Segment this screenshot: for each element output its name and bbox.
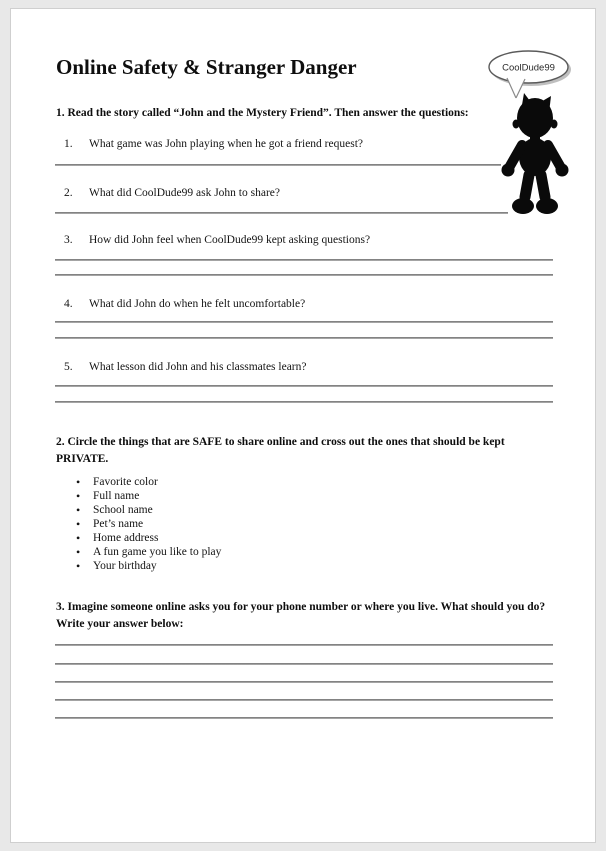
question-number: 2. (64, 187, 73, 199)
bullet-dot-icon: • (76, 489, 81, 503)
boy-silhouette-icon (502, 93, 569, 214)
bullet-item-text: Favorite color (93, 476, 158, 488)
answer-line (55, 401, 553, 403)
answer-line (55, 663, 553, 665)
speech-bubble-tail (507, 78, 525, 98)
bullet-dot-icon: • (76, 559, 81, 573)
answer-line (55, 644, 553, 646)
answer-line (55, 385, 553, 387)
bullet-item-text: School name (93, 504, 153, 516)
question-number: 4. (64, 298, 73, 310)
section2-heading: 2. Circle the things that are SAFE to share online and cross out the ones that should be kept PRIVATE. (56, 436, 505, 465)
bullet-dot-icon: • (76, 545, 81, 559)
answer-line (55, 212, 508, 214)
answer-line (55, 274, 553, 276)
answer-line (55, 259, 553, 261)
question-text: What did John do when he felt uncomfortable? (89, 298, 306, 310)
worksheet-title: Online Safety & Stranger Danger (56, 55, 357, 79)
worksheet-page (10, 8, 596, 843)
bullet-item-text: A fun game you like to play (93, 546, 222, 558)
bullet-dot-icon: • (76, 475, 81, 489)
answer-line (55, 321, 553, 323)
answer-line (55, 717, 553, 719)
answer-line (55, 164, 501, 166)
question-text: What did CoolDude99 ask John to share? (89, 187, 280, 199)
bullet-item-text: Home address (93, 532, 159, 544)
question-text: What lesson did John and his classmates learn? (89, 361, 307, 373)
question-text: What game was John playing when he got a friend request? (89, 138, 363, 150)
speech-bubble-text: CoolDude99 (502, 62, 555, 74)
bullet-item-text: Your birthday (93, 560, 157, 572)
section1-heading: 1. Read the story called “John and the Mystery Friend”. Then answer the questions: (56, 107, 469, 119)
answer-line (55, 337, 553, 339)
answer-line (55, 699, 553, 701)
question-number: 3. (64, 234, 73, 246)
bullet-item-text: Pet’s name (93, 518, 144, 530)
answer-line (55, 681, 553, 683)
bullet-dot-icon: • (76, 517, 81, 531)
question-number: 5. (64, 361, 73, 373)
bullet-dot-icon: • (76, 531, 81, 545)
question-text: How did John feel when CoolDude99 kept asking questions? (89, 234, 371, 246)
mascot-graphic (481, 47, 593, 219)
bullet-dot-icon: • (76, 503, 81, 517)
section3-heading: 3. Imagine someone online asks you for your phone number or where you live. What should you do? Write your answer below: (56, 601, 546, 630)
question-number: 1. (64, 138, 73, 150)
bullet-item-text: Full name (93, 490, 140, 502)
